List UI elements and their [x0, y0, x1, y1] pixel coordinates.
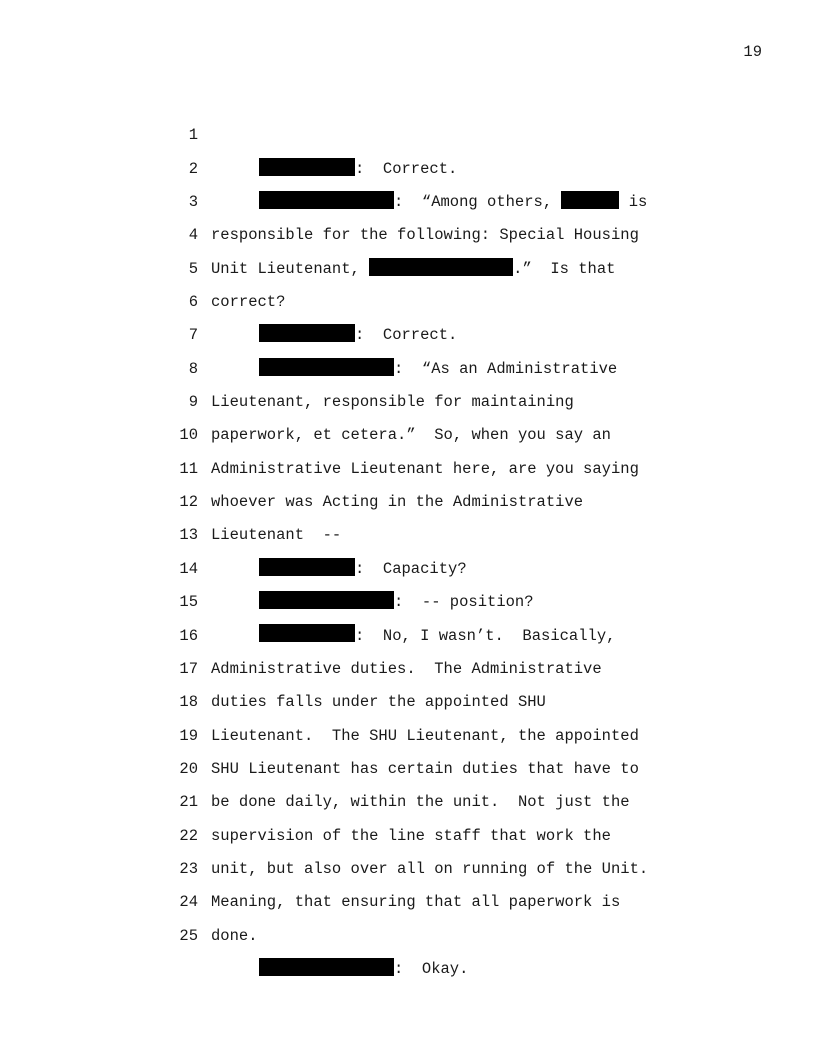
line-text: whoever was Acting in the Administrative: [211, 493, 584, 512]
line-number: 11: [179, 459, 198, 478]
line-number: 18: [179, 693, 198, 712]
line-text: : Okay.: [394, 959, 469, 978]
line-text: Unit Lieutenant,: [211, 259, 370, 278]
line-text: responsible for the following: Special Housing: [211, 226, 639, 245]
line-text: : Correct.: [355, 326, 458, 345]
transcript-body: [0, 86, 816, 978]
line-number: 17: [179, 659, 198, 678]
line-number: 2: [188, 159, 198, 178]
line-number: 3: [188, 193, 198, 212]
line-number: 23: [179, 859, 198, 878]
line-text: : “As an Administrative: [394, 359, 618, 378]
speaker-line: [259, 953, 468, 986]
line-text: correct?: [211, 293, 286, 312]
redaction-box: [259, 958, 394, 976]
line-number: 8: [188, 359, 198, 378]
line-text: be done daily, within the unit. Not just the: [211, 793, 630, 812]
line-text: Administrative duties. The Administrative: [211, 659, 602, 678]
line-number: 1: [188, 126, 198, 145]
line-number: 14: [179, 559, 198, 578]
line-number: 6: [188, 293, 198, 312]
line-text: done.: [211, 926, 258, 945]
line-number: 19: [179, 726, 198, 745]
line-text: .” Is that: [513, 259, 616, 278]
line-text: paperwork, et cetera.” So, when you say an: [211, 426, 611, 445]
line-text: SHU Lieutenant has certain duties that have to: [211, 759, 639, 778]
line-number: 16: [179, 626, 198, 645]
line-number: 20: [179, 759, 198, 778]
line-number: 4: [188, 226, 198, 245]
line-number: 9: [188, 393, 198, 412]
line-number: 13: [179, 526, 198, 545]
line-number: 22: [179, 826, 198, 845]
line-text: Lieutenant, responsible for maintaining: [211, 393, 574, 412]
line-text: Lieutenant --: [211, 526, 342, 545]
line-text: : Capacity?: [355, 559, 467, 578]
line-text: unit, but also over all on running of the Unit.: [211, 859, 649, 878]
line-number: 15: [179, 593, 198, 612]
line-number: 5: [188, 259, 198, 278]
line-text: : -- position?: [394, 593, 534, 612]
line-number: 10: [179, 426, 198, 445]
line-text: Administrative Lieutenant here, are you saying: [211, 459, 639, 478]
line-text: is: [619, 193, 648, 212]
line-text: supervision of the line staff that work the: [211, 826, 611, 845]
line-number: 12: [179, 493, 198, 512]
line-number: 21: [179, 793, 198, 812]
line-number: 7: [188, 326, 198, 345]
line-number: 24: [179, 893, 198, 912]
line-text: : “Among others,: [394, 193, 562, 212]
line-number: 25: [179, 926, 198, 945]
line-text: : No, I wasn’t. Basically,: [355, 626, 616, 645]
transcript-line: [0, 253, 816, 345]
transcript-line: [0, 86, 816, 178]
line-text: duties falls under the appointed SHU: [211, 693, 546, 712]
line-text: Meaning, that ensuring that all paperwork is: [211, 893, 621, 912]
line-text: Lieutenant. The SHU Lieutenant, the appointed: [211, 726, 639, 745]
page-number: 19: [743, 43, 762, 61]
line-text: : Correct.: [355, 159, 458, 178]
